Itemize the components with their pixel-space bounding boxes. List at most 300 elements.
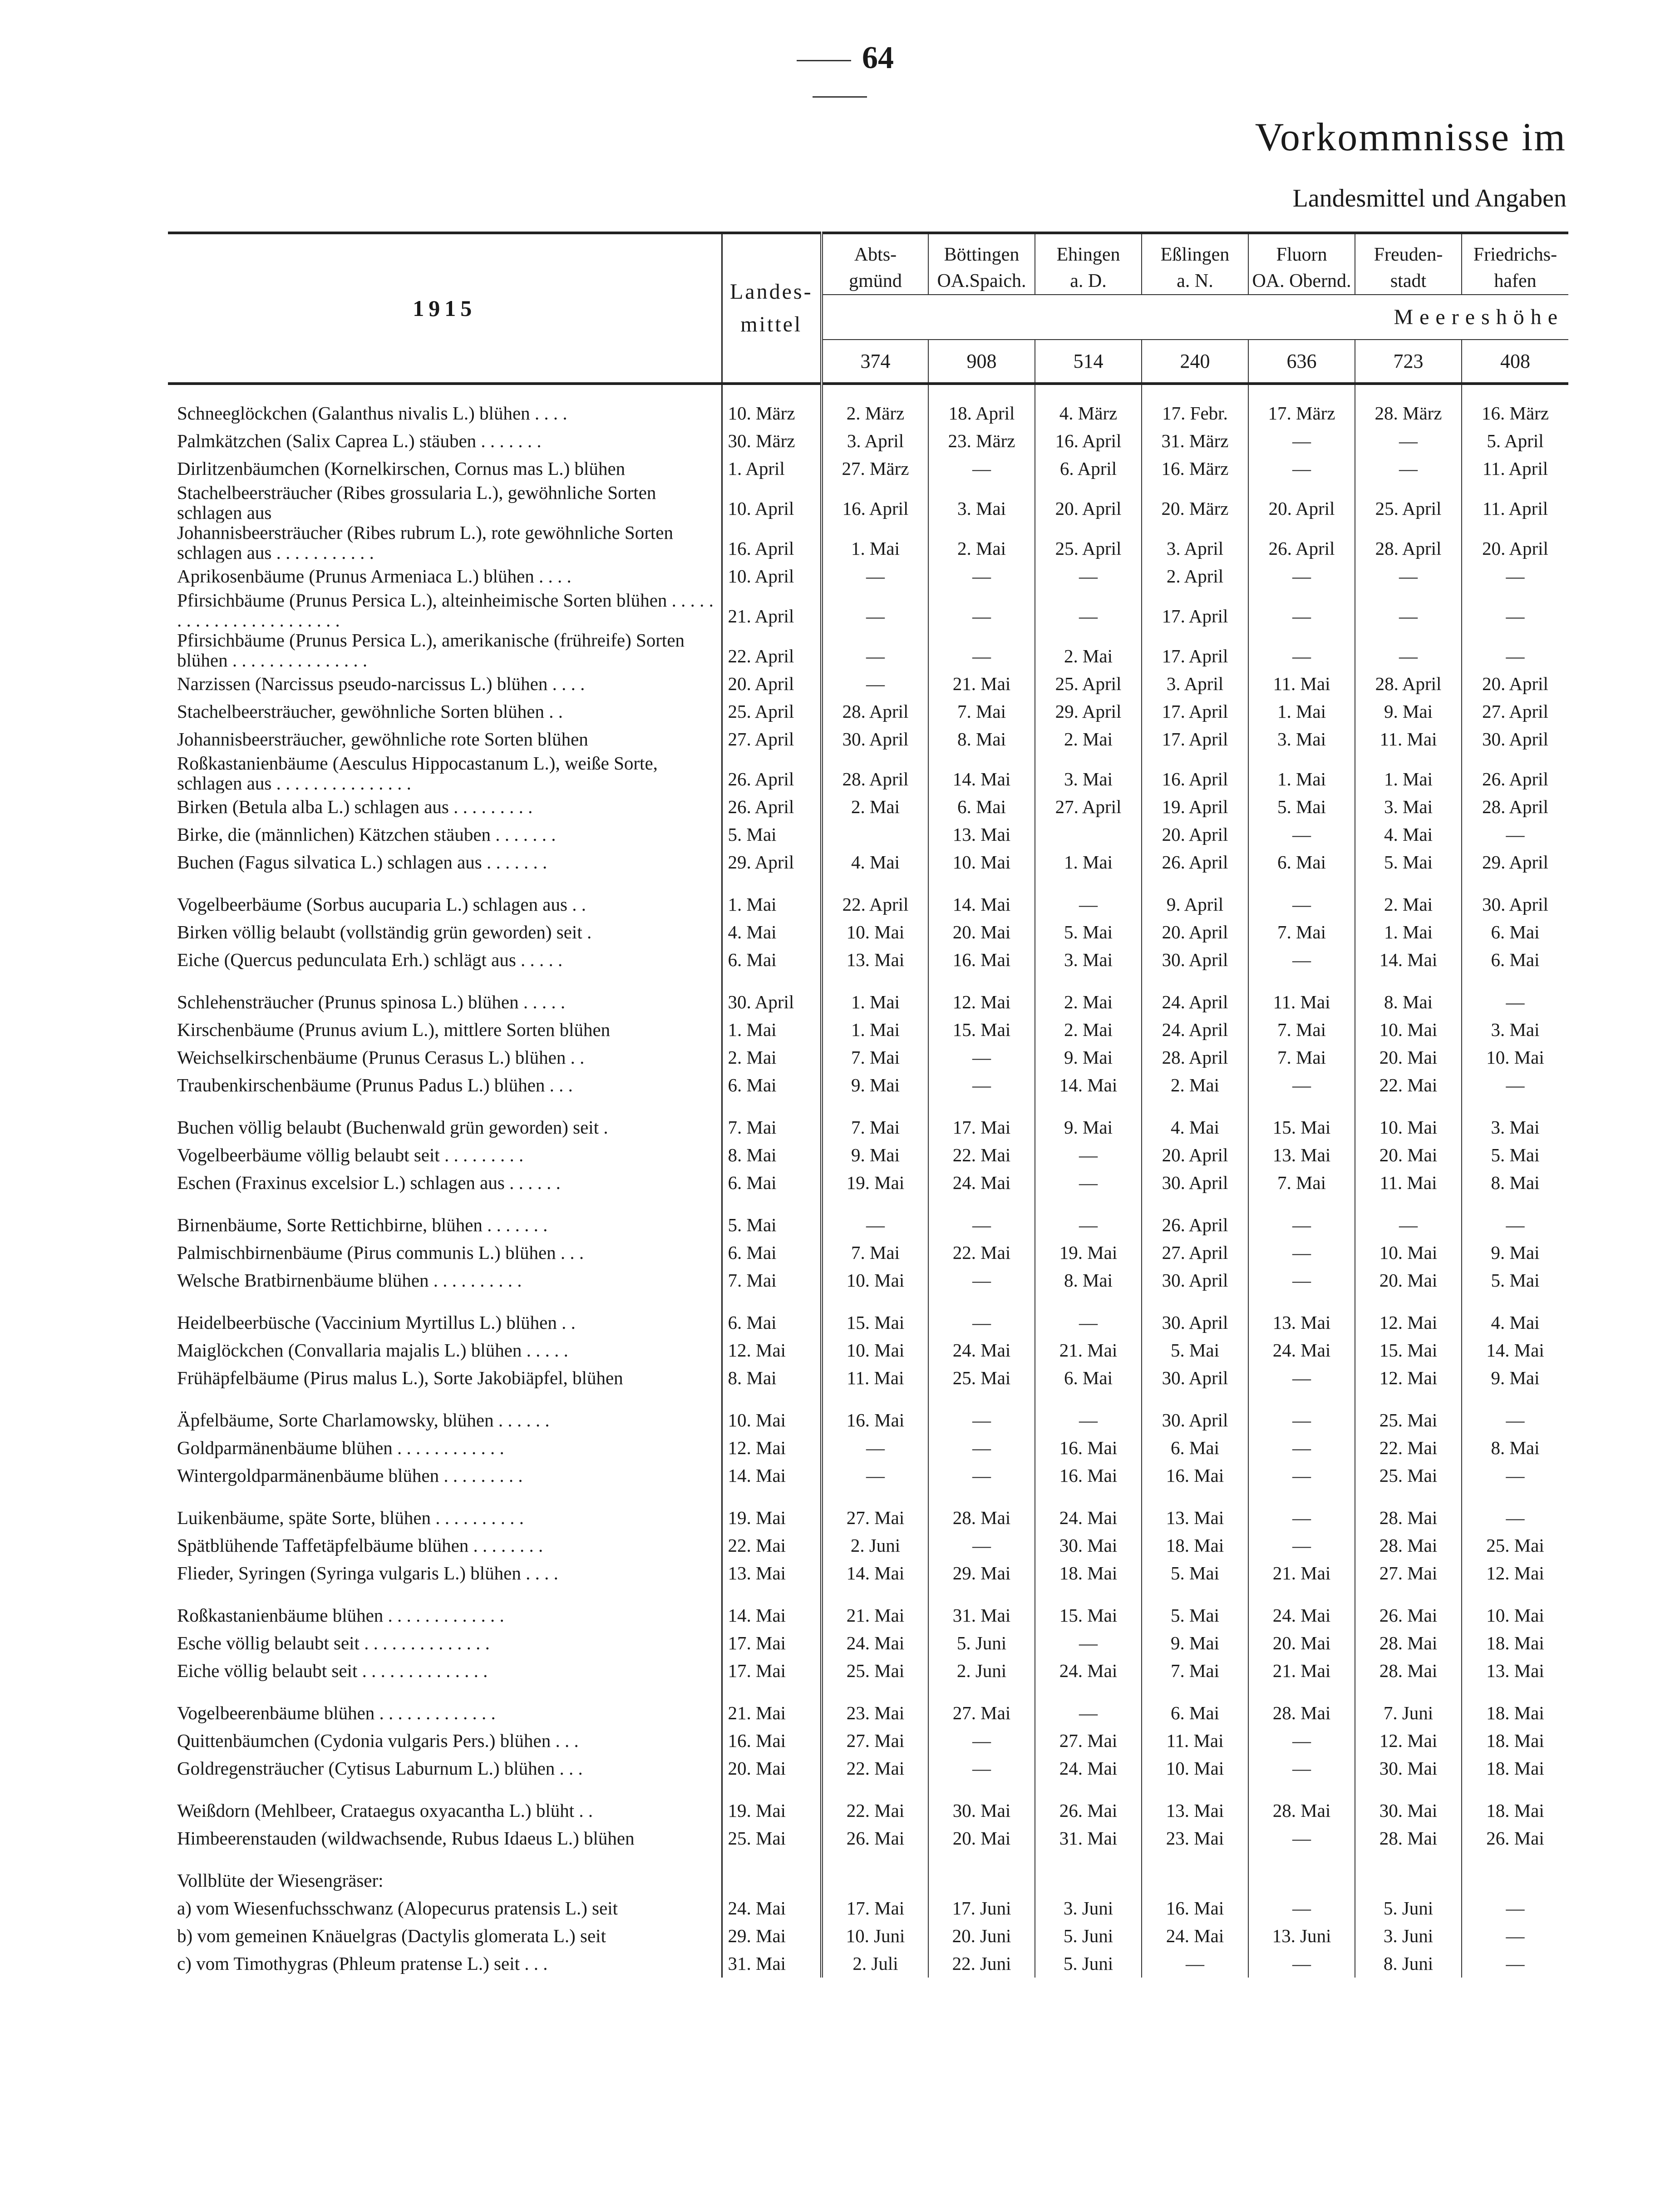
station-value: 8. Mai xyxy=(1035,1267,1142,1294)
station-value: — xyxy=(1506,991,1525,1012)
station-value: 13. Mai xyxy=(928,821,1035,848)
station-value: 11. Mai xyxy=(1355,725,1462,753)
station-value: 15. Mai xyxy=(1035,1602,1142,1629)
station-value: 23. März xyxy=(928,427,1035,455)
station-value: — xyxy=(928,1434,1035,1462)
row-label: Weißdorn (Mehlbeer, Crataegus oxyacantha L.) blüht . . xyxy=(168,1797,722,1825)
spacer-cell xyxy=(1035,876,1142,891)
table-row xyxy=(168,1727,1568,1755)
station-value: 30. April xyxy=(1142,1169,1248,1197)
station-value: 24. April xyxy=(1142,988,1248,1016)
station-value: — xyxy=(1506,1075,1525,1095)
station-value: 10. Mai xyxy=(928,848,1035,876)
station-value: — xyxy=(1035,1141,1142,1169)
landesmittel-value: 4. Mai xyxy=(722,918,822,946)
spacer-cell xyxy=(168,1392,722,1406)
station-value: 14. Mai xyxy=(1035,1071,1142,1099)
spacer-cell xyxy=(1035,1782,1142,1797)
station-value: — xyxy=(822,1211,928,1239)
station-value: 22. Mai xyxy=(928,1239,1035,1267)
station-value: 4. Mai xyxy=(1142,1114,1248,1141)
spacer-cell xyxy=(722,1587,822,1602)
station-value: 14. Mai xyxy=(928,753,1035,793)
row-label: Stachelbeersträucher, gewöhnliche Sorten blühen . . xyxy=(168,698,722,725)
station-value: 26. April xyxy=(1142,848,1248,876)
station-value: 9. Mai xyxy=(1035,1114,1142,1141)
station-value: 22. Juni xyxy=(928,1950,1035,1978)
station-value: 20. April xyxy=(1142,1141,1248,1169)
station-value: — xyxy=(1248,562,1355,590)
table-row xyxy=(168,1337,1568,1364)
station-value: 26. Mai xyxy=(1355,1602,1462,1629)
station-value: 24. Mai xyxy=(1035,1755,1142,1782)
landesmittel-value: 21. April xyxy=(722,590,822,630)
spacer-cell xyxy=(722,974,822,988)
landesmittel-value: 21. Mai xyxy=(722,1699,822,1727)
row-label: Dirlitzenbäumchen (Kornelkirschen, Cornus mas L.) blühen xyxy=(168,455,722,483)
spacer-cell xyxy=(928,1852,1035,1867)
station-value: 12. Mai xyxy=(1355,1309,1462,1337)
spacer-cell xyxy=(928,1099,1035,1114)
spacer-cell xyxy=(168,974,722,988)
landesmittel-value: 29. April xyxy=(722,848,822,876)
station-value: 18. Mai xyxy=(1142,1532,1248,1559)
station-value: 30. April xyxy=(1482,729,1548,750)
group-spacer xyxy=(168,974,1568,988)
landesmittel-value: 7. Mai xyxy=(722,1114,822,1141)
row-label: Roßkastanienbäume (Aesculus Hippocastanum L.), weiße Sorte, schlagen aus . . . . . . . . . . . . . . . xyxy=(168,753,722,793)
row-label: Palmkätzchen (Salix Caprea L.) stäuben . . . . . . . xyxy=(168,427,722,455)
spacer-cell xyxy=(722,1099,822,1114)
station-value: — xyxy=(1035,1211,1142,1239)
table-row xyxy=(168,988,1568,1016)
station-value xyxy=(822,821,928,848)
station-value: 14. Mai xyxy=(1486,1340,1544,1361)
station-value: 28. Mai xyxy=(1355,1825,1462,1852)
station-value: 3. Juni xyxy=(1355,1922,1462,1950)
spacer-cell xyxy=(1035,1294,1142,1309)
spacer-cell xyxy=(1462,1294,1568,1309)
station-value: 13. Mai xyxy=(1248,1309,1355,1337)
table-header xyxy=(168,233,1568,384)
station-value: 14. Mai xyxy=(1355,946,1462,974)
station-value: — xyxy=(1248,1532,1355,1559)
station-value: 5. Mai xyxy=(1355,848,1462,876)
station-elevation: 374 xyxy=(822,340,928,384)
row-label: Spätblühende Taffetäpfelbäume blühen . . . . . . . . xyxy=(168,1532,722,1559)
spacer-cell xyxy=(928,974,1035,988)
station-value: — xyxy=(1248,1434,1355,1462)
station-value: 29. April xyxy=(1035,698,1142,725)
page-number-text: 64 xyxy=(862,40,894,75)
table-row xyxy=(168,1657,1568,1685)
row-label: Aprikosenbäume (Prunus Armeniaca L.) blühen . . . . xyxy=(168,562,722,590)
station-value: 8. Mai xyxy=(1491,1172,1540,1193)
station-value: 28. Mai xyxy=(1355,1504,1462,1532)
spacer-cell xyxy=(168,1782,722,1797)
row-label: Flieder, Syringen (Syringa vulgaris L.) blühen . . . . xyxy=(168,1559,722,1587)
station-value: 28. Mai xyxy=(1355,1629,1462,1657)
spacer-cell xyxy=(1355,1852,1462,1867)
landesmittel-heading: Landes- mittel xyxy=(722,233,822,384)
station-value: 13. Mai xyxy=(1142,1797,1248,1825)
station-value: 27. April xyxy=(1482,701,1548,722)
station-value: — xyxy=(1248,630,1355,670)
station-value: 25. Mai xyxy=(1355,1406,1462,1434)
station-value: 28. Mai xyxy=(1355,1657,1462,1685)
landesmittel-value: 1. April xyxy=(722,455,822,483)
station-value: 25. Mai xyxy=(928,1364,1035,1392)
station-elevation: 723 xyxy=(1355,340,1462,384)
table-row xyxy=(168,1016,1568,1044)
spacer-cell xyxy=(928,1685,1035,1699)
station-value: 22. Mai xyxy=(822,1755,928,1782)
spacer-cell xyxy=(1248,1197,1355,1211)
station-value: — xyxy=(1506,566,1525,587)
station-value: — xyxy=(1355,562,1462,590)
station-value: 10. Mai xyxy=(822,918,928,946)
station-value: — xyxy=(1035,1629,1142,1657)
station-value: 30. Mai xyxy=(1355,1755,1462,1782)
page-subtitle: Landesmittel und Angaben xyxy=(1292,184,1567,212)
station-value: — xyxy=(928,1044,1035,1071)
station-value: 11. Mai xyxy=(1248,988,1355,1016)
station-value: 29. April xyxy=(1482,852,1548,873)
station-value: 18. Mai xyxy=(1486,1730,1544,1751)
table-row xyxy=(168,891,1568,918)
station-value: 2. April xyxy=(1142,562,1248,590)
station-value: 7. Mai xyxy=(822,1044,928,1071)
station-value: — xyxy=(1506,606,1525,626)
station-value: 27. Mai xyxy=(928,1699,1035,1727)
station-value: — xyxy=(1506,1214,1525,1235)
spacer-cell xyxy=(928,876,1035,891)
row-label: Kirschenbäume (Prunus avium L.), mittlere Sorten blühen xyxy=(168,1016,722,1044)
station-value: 3. Juni xyxy=(1035,1894,1142,1922)
station-value: 10. Mai xyxy=(822,1337,928,1364)
row-label: Vogelbeerbäume (Sorbus aucuparia L.) schlagen aus . . xyxy=(168,891,722,918)
station-value: 16. Mai xyxy=(1035,1434,1142,1462)
station-value: 1. Mai xyxy=(822,988,928,1016)
station-value: 28. April xyxy=(1142,1044,1248,1071)
station-value: 24. April xyxy=(1142,1016,1248,1044)
station-value: 2. Mai xyxy=(1142,1071,1248,1099)
station-value: 1. Mai xyxy=(1248,698,1355,725)
station-value: — xyxy=(1248,1950,1355,1978)
station-value: 20. April xyxy=(1482,673,1548,694)
station-value: 5. April xyxy=(1487,430,1544,451)
spacer-cell xyxy=(1355,1782,1462,1797)
station-value: 17. März xyxy=(1248,400,1355,427)
station-value: 1. Mai xyxy=(1355,918,1462,946)
station-value: 11. Mai xyxy=(822,1364,928,1392)
station-value: 30. Mai xyxy=(1355,1797,1462,1825)
station-value: — xyxy=(928,1406,1035,1434)
row-label: Esche völlig belaubt seit . . . . . . . . . . . . . . xyxy=(168,1629,722,1657)
station-value: 7. Mai xyxy=(1248,918,1355,946)
table-row xyxy=(168,1629,1568,1657)
station-value: — xyxy=(1248,1267,1355,1294)
row-label: Traubenkirschenbäume (Prunus Padus L.) blühen . . . xyxy=(168,1071,722,1099)
landesmittel-value: 8. Mai xyxy=(722,1141,822,1169)
table-row xyxy=(168,698,1568,725)
station-value: 8. Mai xyxy=(1491,1437,1540,1458)
station-value: 20. Mai xyxy=(1248,1629,1355,1657)
spacer-cell xyxy=(722,1685,822,1699)
landesmittel-value: 10. Mai xyxy=(722,1406,822,1434)
station-value: 10. Mai xyxy=(1486,1047,1544,1068)
station-value: 7. Mai xyxy=(1248,1044,1355,1071)
station-value: 11. April xyxy=(1482,498,1548,519)
page-number-rule-right xyxy=(813,96,867,98)
landesmittel-value: 19. Mai xyxy=(722,1797,822,1825)
landesmittel-value: 17. Mai xyxy=(722,1657,822,1685)
station-value: 2. Mai xyxy=(1355,891,1462,918)
landesmittel-value: 25. April xyxy=(722,698,822,725)
row-label: Palmischbirnenbäume (Pirus communis L.) blühen . . . xyxy=(168,1239,722,1267)
landesmittel-value: 19. Mai xyxy=(722,1504,822,1532)
station-value: — xyxy=(1035,590,1142,630)
landesmittel-value: 22. Mai xyxy=(722,1532,822,1559)
station-value: 2. Juni xyxy=(822,1532,928,1559)
station-value: 16. April xyxy=(822,483,928,523)
landesmittel-value: 26. April xyxy=(722,793,822,821)
spacer-cell xyxy=(1248,1099,1355,1114)
table-row xyxy=(168,848,1568,876)
row-label: Buchen (Fagus silvatica L.) schlagen aus . . . . . . . xyxy=(168,848,722,876)
table-row xyxy=(168,1867,1568,1894)
landesmittel-value: 10. April xyxy=(722,483,822,523)
station-value: 9. April xyxy=(1142,891,1248,918)
station-value: 6. Mai xyxy=(1248,848,1355,876)
landesmittel-value: 20. Mai xyxy=(722,1755,822,1782)
station-value: 28. Mai xyxy=(1248,1797,1355,1825)
station-value: 17. April xyxy=(1142,630,1248,670)
spacer-cell xyxy=(1248,1294,1355,1309)
row-label: Goldparmänenbäume blühen . . . . . . . . . . . . xyxy=(168,1434,722,1462)
row-label: Welsche Bratbirnenbäume blühen . . . . . . . . . . xyxy=(168,1267,722,1294)
station-value: 25. Mai xyxy=(822,1657,928,1685)
station-value: 27. Mai xyxy=(822,1504,928,1532)
spacer-cell xyxy=(1462,1490,1568,1504)
station-heading: Freuden- stadt xyxy=(1355,233,1462,295)
spacer-cell xyxy=(722,1490,822,1504)
station-value: 24. Mai xyxy=(928,1169,1035,1197)
landesmittel-value: 6. Mai xyxy=(722,946,822,974)
station-value: 3. Mai xyxy=(928,483,1035,523)
table-row xyxy=(168,1364,1568,1392)
station-value: 14. Mai xyxy=(928,891,1035,918)
landesmittel-value: 20. April xyxy=(722,670,822,698)
station-value: — xyxy=(1506,1507,1525,1528)
station-value: — xyxy=(822,670,928,698)
spacer-cell xyxy=(822,974,928,988)
spacer-cell xyxy=(1035,1099,1142,1114)
station-value: 17. April xyxy=(1142,725,1248,753)
landesmittel-value: 1. Mai xyxy=(722,891,822,918)
spacer-cell xyxy=(168,1197,722,1211)
spacer-cell xyxy=(1142,1392,1248,1406)
station-value: 9. Mai xyxy=(1142,1629,1248,1657)
station-value: 24. Mai xyxy=(1248,1337,1355,1364)
station-value xyxy=(928,1867,1035,1894)
station-value: 3. Mai xyxy=(1035,946,1142,974)
spacer-cell xyxy=(1248,1392,1355,1406)
table-row xyxy=(168,1239,1568,1267)
station-value: 16. Mai xyxy=(1035,1462,1142,1490)
station-value: 29. Mai xyxy=(928,1559,1035,1587)
station-value: 9. Mai xyxy=(1355,698,1462,725)
spacer-cell xyxy=(168,1685,722,1699)
station-value: 8. Mai xyxy=(1355,988,1462,1016)
station-value: 25. April xyxy=(1355,483,1462,523)
station-value: 18. Mai xyxy=(1486,1702,1544,1723)
station-elevation: 514 xyxy=(1035,340,1142,384)
station-value: — xyxy=(1248,1825,1355,1852)
station-value: 28. Mai xyxy=(928,1504,1035,1532)
station-value: — xyxy=(928,590,1035,630)
station-elevation: 908 xyxy=(928,340,1035,384)
spacer-cell xyxy=(928,1294,1035,1309)
landesmittel-value: 5. Mai xyxy=(722,1211,822,1239)
landesmittel-value: 22. April xyxy=(722,630,822,670)
station-value: 17. Mai xyxy=(928,1114,1035,1141)
station-value xyxy=(1462,1867,1568,1894)
station-value: — xyxy=(1248,455,1355,483)
station-value: 30. Mai xyxy=(1035,1532,1142,1559)
station-value: 8. Juni xyxy=(1355,1950,1462,1978)
station-value: 22. Mai xyxy=(928,1141,1035,1169)
table-row xyxy=(168,1797,1568,1825)
station-value: — xyxy=(1248,1462,1355,1490)
station-value: 25. April xyxy=(1035,523,1142,562)
station-value: 15. Mai xyxy=(1355,1337,1462,1364)
station-value: 26. Mai xyxy=(1035,1797,1142,1825)
station-value: 5. Mai xyxy=(1248,793,1355,821)
spacer-cell xyxy=(1355,384,1462,400)
landesmittel-value: 16. Mai xyxy=(722,1727,822,1755)
spacer-cell xyxy=(1355,1490,1462,1504)
station-value: 30. April xyxy=(822,725,928,753)
station-value: 20. März xyxy=(1142,483,1248,523)
landesmittel-value: 10. März xyxy=(722,400,822,427)
station-value: — xyxy=(1248,1894,1355,1922)
spacer-cell xyxy=(1035,1685,1142,1699)
station-value: 7. Mai xyxy=(1248,1016,1355,1044)
station-value: 20. Mai xyxy=(1355,1141,1462,1169)
station-value: — xyxy=(1506,646,1525,666)
station-value: 16. März xyxy=(1142,455,1248,483)
station-value: 11. April xyxy=(1482,458,1548,479)
station-value: 30. April xyxy=(1482,894,1548,915)
page-number xyxy=(754,40,926,113)
station-value: 17. April xyxy=(1142,590,1248,630)
station-value: 5. Juni xyxy=(1035,1950,1142,1978)
station-value: — xyxy=(1248,821,1355,848)
spacer-cell xyxy=(1035,384,1142,400)
landesmittel-value: 12. Mai xyxy=(722,1337,822,1364)
spacer-cell xyxy=(928,1197,1035,1211)
station-value: 8. Mai xyxy=(928,725,1035,753)
station-value: — xyxy=(1248,1504,1355,1532)
spacer-cell xyxy=(822,1392,928,1406)
station-value: 24. Mai xyxy=(1142,1922,1248,1950)
spacer-cell xyxy=(1142,384,1248,400)
station-value: 27. Mai xyxy=(822,1727,928,1755)
station-value: 5. Mai xyxy=(1491,1270,1540,1291)
landesmittel-value: 24. Mai xyxy=(722,1894,822,1922)
station-value: 4. Mai xyxy=(822,848,928,876)
station-value: — xyxy=(822,1462,928,1490)
station-value: — xyxy=(1248,1755,1355,1782)
spacer-cell xyxy=(928,1587,1035,1602)
station-value: — xyxy=(822,1434,928,1462)
group-spacer xyxy=(168,876,1568,891)
station-value: 2. Mai xyxy=(822,793,928,821)
spacer-cell xyxy=(1142,1587,1248,1602)
spacer-cell xyxy=(1142,1852,1248,1867)
station-value: 3. Mai xyxy=(1491,1019,1540,1040)
station-value: 21. Mai xyxy=(822,1602,928,1629)
station-value: 6. Mai xyxy=(928,793,1035,821)
table-row xyxy=(168,1755,1568,1782)
station-value: 18. Mai xyxy=(1486,1633,1544,1653)
group-spacer xyxy=(168,1782,1568,1797)
station-value: 6. April xyxy=(1035,455,1142,483)
station-value xyxy=(1248,1867,1355,1894)
spacer-cell xyxy=(168,1294,722,1309)
spacer-cell xyxy=(1035,1587,1142,1602)
station-heading: Abts- gmünd xyxy=(822,233,928,295)
landesmittel-value: 13. Mai xyxy=(722,1559,822,1587)
row-label: Vogelbeerenbäume blühen . . . . . . . . . . . . . xyxy=(168,1699,722,1727)
station-value: 20. Mai xyxy=(1355,1044,1462,1071)
station-value: 17. Mai xyxy=(822,1894,928,1922)
table-row xyxy=(168,523,1568,562)
station-value: — xyxy=(928,1755,1035,1782)
station-value: 2. Juli xyxy=(822,1950,928,1978)
table-row xyxy=(168,1950,1568,1978)
station-value: — xyxy=(1142,1950,1248,1978)
spacer-cell xyxy=(1035,1197,1142,1211)
station-value: 18. Mai xyxy=(1486,1758,1544,1779)
spacer-cell xyxy=(168,1490,722,1504)
landesmittel-value: 31. Mai xyxy=(722,1950,822,1978)
row-label: Buchen völlig belaubt (Buchenwald grün geworden) seit . xyxy=(168,1114,722,1141)
station-value: 19. Mai xyxy=(822,1169,928,1197)
spacer-cell xyxy=(722,876,822,891)
station-value: 5. Mai xyxy=(1142,1602,1248,1629)
station-value: 2. Mai xyxy=(1035,725,1142,753)
spacer-cell xyxy=(168,876,722,891)
station-value: 26. April xyxy=(1142,1211,1248,1239)
station-value: — xyxy=(1248,1211,1355,1239)
table-row xyxy=(168,1699,1568,1727)
spacer-cell xyxy=(1462,384,1568,400)
station-value: — xyxy=(1506,1410,1525,1430)
group-spacer xyxy=(168,1490,1568,1504)
station-value: 16. Mai xyxy=(1142,1462,1248,1490)
spacer-cell xyxy=(822,1490,928,1504)
spacer-cell xyxy=(168,1587,722,1602)
station-value: 10. Mai xyxy=(1355,1114,1462,1141)
station-value: — xyxy=(1506,1953,1525,1974)
station-value: — xyxy=(822,590,928,630)
spacer-cell xyxy=(1462,876,1568,891)
spacer-cell xyxy=(1035,1392,1142,1406)
phenology-table xyxy=(168,232,1568,1978)
landesmittel-value: 17. Mai xyxy=(722,1629,822,1657)
